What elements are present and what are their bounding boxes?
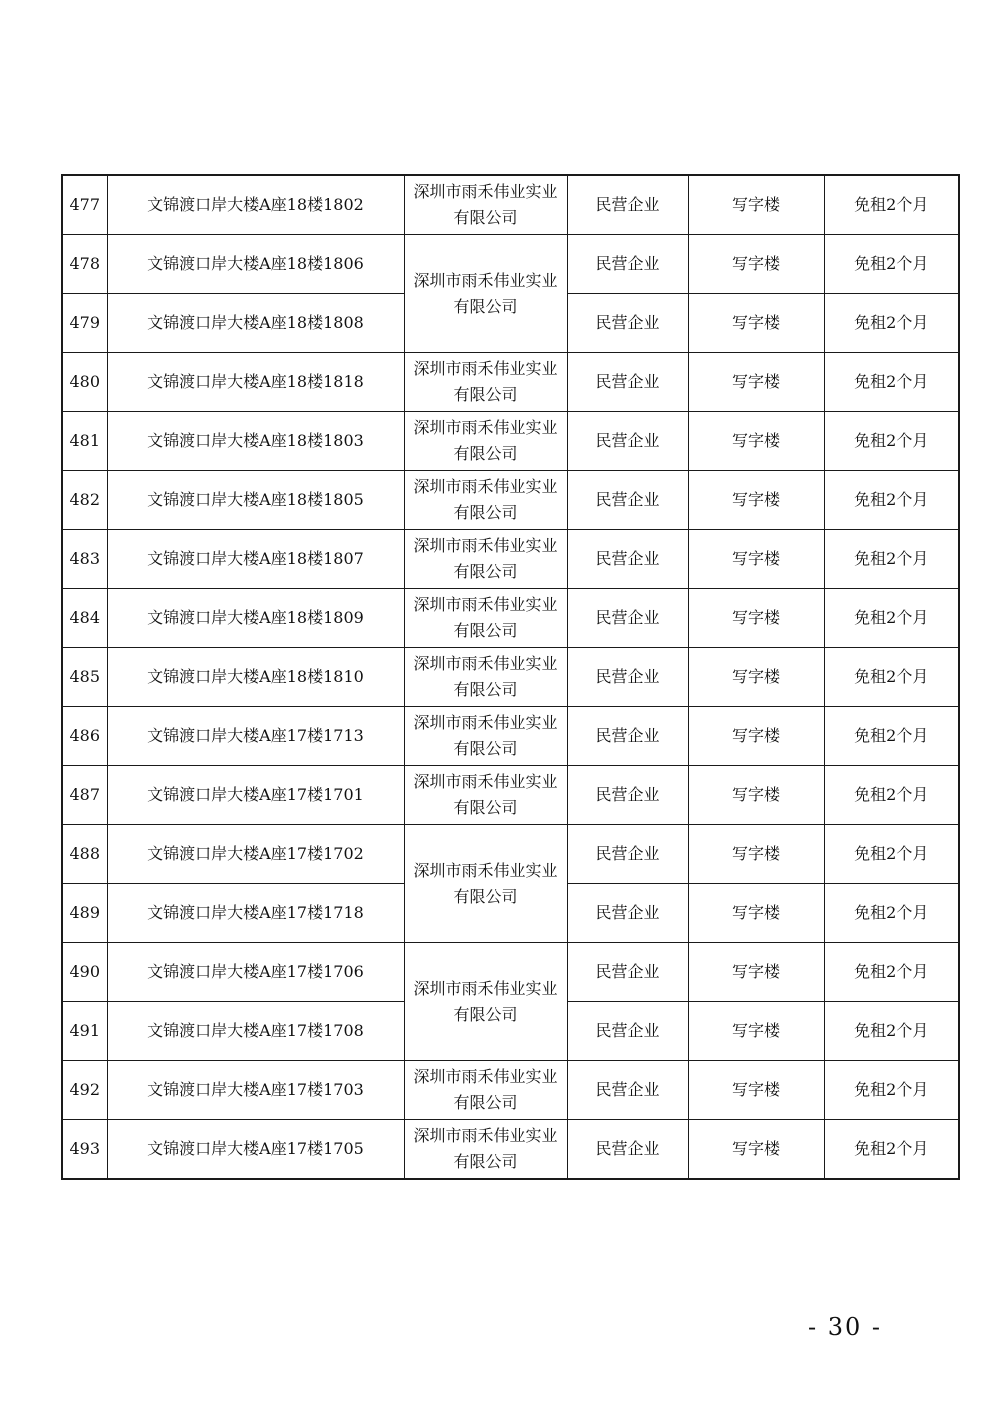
row-number: 480	[62, 353, 107, 412]
property-use: 写字楼	[688, 943, 824, 1002]
rent-relief: 免租2个月	[824, 943, 959, 1002]
enterprise-type: 民营企业	[567, 175, 688, 235]
rent-relief: 免租2个月	[824, 175, 959, 235]
enterprise-type: 民营企业	[567, 412, 688, 471]
rent-relief: 免租2个月	[824, 1061, 959, 1120]
company-cell	[404, 175, 567, 235]
table-row	[62, 1120, 959, 1180]
row-number: 485	[62, 648, 107, 707]
row-number: 478	[62, 235, 107, 294]
rent-relief: 免租2个月	[824, 884, 959, 943]
property-use: 写字楼	[688, 884, 824, 943]
property-address: 文锦渡口岸大楼A座18楼1803	[107, 412, 404, 471]
enterprise-type: 民营企业	[567, 1002, 688, 1061]
row-number: 483	[62, 530, 107, 589]
table-body	[62, 175, 959, 1179]
property-address: 文锦渡口岸大楼A座17楼1701	[107, 766, 404, 825]
table-row	[62, 235, 959, 294]
property-address: 文锦渡口岸大楼A座18楼1802	[107, 175, 404, 235]
rent-relief: 免租2个月	[824, 766, 959, 825]
company-cell	[404, 766, 567, 825]
enterprise-type: 民营企业	[567, 825, 688, 884]
table-row	[62, 707, 959, 766]
property-address: 文锦渡口岸大楼A座18楼1807	[107, 530, 404, 589]
table-row	[62, 648, 959, 707]
row-number: 491	[62, 1002, 107, 1061]
company-name: 深圳市雨禾伟业实业有限公司	[413, 654, 558, 699]
rent-relief: 免租2个月	[824, 235, 959, 294]
property-address: 文锦渡口岸大楼A座18楼1818	[107, 353, 404, 412]
rental-table	[61, 174, 960, 1180]
property-address: 文锦渡口岸大楼A座17楼1706	[107, 943, 404, 1002]
company-name: 深圳市雨禾伟业实业有限公司	[413, 978, 558, 1024]
company-name: 深圳市雨禾伟业实业有限公司	[413, 418, 558, 463]
enterprise-type: 民营企业	[567, 235, 688, 294]
property-address: 文锦渡口岸大楼A座17楼1708	[107, 1002, 404, 1061]
property-address: 文锦渡口岸大楼A座17楼1705	[107, 1120, 404, 1180]
company-name: 深圳市雨禾伟业实业有限公司	[413, 860, 558, 906]
company-cell	[404, 235, 567, 353]
property-address: 文锦渡口岸大楼A座17楼1703	[107, 1061, 404, 1120]
rent-relief: 免租2个月	[824, 1120, 959, 1180]
property-use: 写字楼	[688, 1120, 824, 1180]
enterprise-type: 民营企业	[567, 353, 688, 412]
property-address: 文锦渡口岸大楼A座18楼1809	[107, 589, 404, 648]
row-number: 481	[62, 412, 107, 471]
company-name: 深圳市雨禾伟业实业有限公司	[413, 182, 558, 227]
row-number: 488	[62, 825, 107, 884]
company-cell	[404, 825, 567, 943]
property-use: 写字楼	[688, 353, 824, 412]
property-address: 文锦渡口岸大楼A座17楼1718	[107, 884, 404, 943]
property-address: 文锦渡口岸大楼A座17楼1713	[107, 707, 404, 766]
row-number: 493	[62, 1120, 107, 1180]
rent-relief: 免租2个月	[824, 589, 959, 648]
table-row	[62, 471, 959, 530]
enterprise-type: 民营企业	[567, 1120, 688, 1180]
table-row	[62, 412, 959, 471]
property-use: 写字楼	[688, 412, 824, 471]
rent-relief: 免租2个月	[824, 294, 959, 353]
company-name: 深圳市雨禾伟业实业有限公司	[413, 1126, 558, 1171]
company-cell	[404, 707, 567, 766]
rent-relief: 免租2个月	[824, 825, 959, 884]
table-row	[62, 943, 959, 1002]
property-address: 文锦渡口岸大楼A座18楼1805	[107, 471, 404, 530]
rent-relief: 免租2个月	[824, 471, 959, 530]
company-cell	[404, 530, 567, 589]
company-name: 深圳市雨禾伟业实业有限公司	[413, 595, 558, 640]
row-number: 487	[62, 766, 107, 825]
company-cell	[404, 412, 567, 471]
enterprise-type: 民营企业	[567, 707, 688, 766]
company-name: 深圳市雨禾伟业实业有限公司	[413, 536, 558, 581]
rent-relief: 免租2个月	[824, 353, 959, 412]
row-number: 479	[62, 294, 107, 353]
company-cell	[404, 589, 567, 648]
row-number: 484	[62, 589, 107, 648]
table-row	[62, 175, 959, 235]
property-use: 写字楼	[688, 471, 824, 530]
company-name: 深圳市雨禾伟业实业有限公司	[413, 477, 558, 522]
table-row	[62, 530, 959, 589]
row-number: 490	[62, 943, 107, 1002]
property-address: 文锦渡口岸大楼A座18楼1808	[107, 294, 404, 353]
property-use: 写字楼	[688, 707, 824, 766]
rent-relief: 免租2个月	[824, 412, 959, 471]
row-number: 489	[62, 884, 107, 943]
row-number: 477	[62, 175, 107, 235]
row-number: 486	[62, 707, 107, 766]
property-address: 文锦渡口岸大楼A座17楼1702	[107, 825, 404, 884]
enterprise-type: 民营企业	[567, 294, 688, 353]
company-name: 深圳市雨禾伟业实业有限公司	[413, 713, 558, 758]
rent-relief: 免租2个月	[824, 648, 959, 707]
property-use: 写字楼	[688, 175, 824, 235]
table-row	[62, 1061, 959, 1120]
rent-relief: 免租2个月	[824, 707, 959, 766]
enterprise-type: 民营企业	[567, 648, 688, 707]
page-number: - 30 -	[807, 1313, 882, 1341]
company-cell	[404, 1061, 567, 1120]
rent-relief: 免租2个月	[824, 1002, 959, 1061]
property-use: 写字楼	[688, 294, 824, 353]
enterprise-type: 民营企业	[567, 766, 688, 825]
property-address: 文锦渡口岸大楼A座18楼1810	[107, 648, 404, 707]
company-name: 深圳市雨禾伟业实业有限公司	[413, 772, 558, 817]
enterprise-type: 民营企业	[567, 471, 688, 530]
property-use: 写字楼	[688, 766, 824, 825]
property-use: 写字楼	[688, 530, 824, 589]
rent-relief: 免租2个月	[824, 530, 959, 589]
property-use: 写字楼	[688, 589, 824, 648]
company-name: 深圳市雨禾伟业实业有限公司	[413, 359, 558, 404]
enterprise-type: 民营企业	[567, 530, 688, 589]
property-use: 写字楼	[688, 648, 824, 707]
property-use: 写字楼	[688, 825, 824, 884]
enterprise-type: 民营企业	[567, 1061, 688, 1120]
property-use: 写字楼	[688, 235, 824, 294]
company-cell	[404, 353, 567, 412]
company-cell	[404, 943, 567, 1061]
company-cell	[404, 471, 567, 530]
row-number: 492	[62, 1061, 107, 1120]
company-cell	[404, 648, 567, 707]
property-address: 文锦渡口岸大楼A座18楼1806	[107, 235, 404, 294]
property-use: 写字楼	[688, 1061, 824, 1120]
company-cell	[404, 1120, 567, 1180]
table-row	[62, 825, 959, 884]
company-name: 深圳市雨禾伟业实业有限公司	[413, 1067, 558, 1112]
table-row	[62, 766, 959, 825]
row-number: 482	[62, 471, 107, 530]
property-use: 写字楼	[688, 1002, 824, 1061]
company-name: 深圳市雨禾伟业实业有限公司	[413, 270, 558, 316]
table-row	[62, 589, 959, 648]
table-row	[62, 353, 959, 412]
enterprise-type: 民营企业	[567, 589, 688, 648]
enterprise-type: 民营企业	[567, 884, 688, 943]
enterprise-type: 民营企业	[567, 943, 688, 1002]
